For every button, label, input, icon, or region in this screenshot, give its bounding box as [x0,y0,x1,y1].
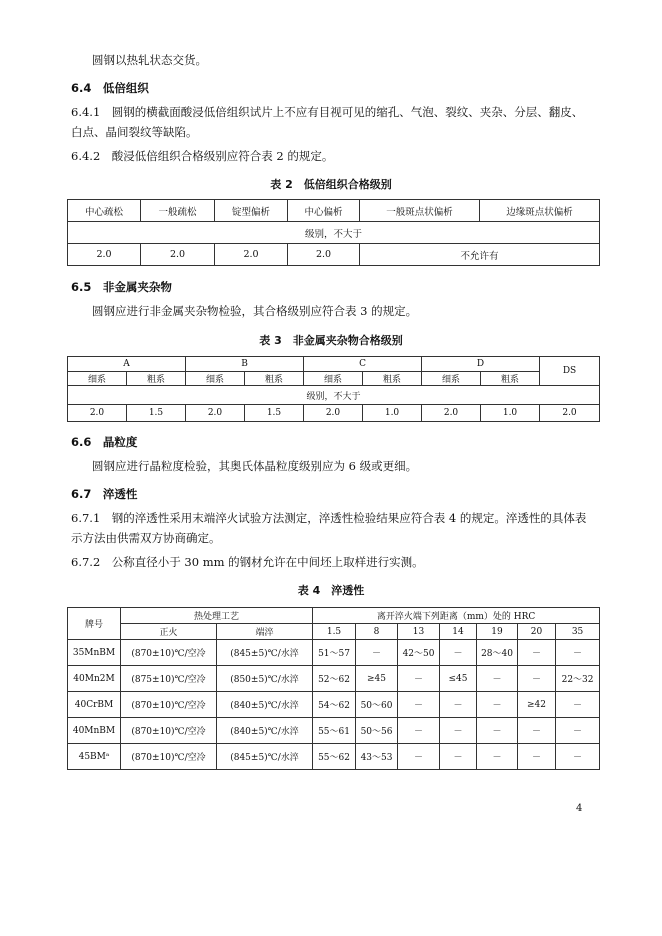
table4-hrc: ≥42 [518,692,556,718]
table4-distance: 20 [518,624,556,640]
table4-normalize-header: 正火 [121,624,217,640]
table-row [68,666,600,692]
table3-value: 1.5 [245,405,304,422]
table4-hrc: － [556,640,600,666]
table4-hrc: ≥45 [356,666,398,692]
table2-header: 中心偏析 [288,200,360,222]
table4-hrc: － [477,744,518,770]
table4-distance: 14 [440,624,477,640]
table3-fine: 细系 [186,372,245,386]
table3-value: 1.0 [481,405,540,422]
table3-value: 2.0 [304,405,363,422]
table4-caption: 表 4 淬透性 [297,584,365,597]
table4-hrc: － [556,744,600,770]
table4-quench-header: 端淬 [217,624,313,640]
table3-coarse: 粗系 [363,372,422,386]
clause-6-7-2: 6.7.2 公称直径小于 30 mm 的钢材允许在中间坯上取样进行实测。 [71,555,424,569]
table4-quench: (845±5)℃/水淬 [217,640,313,666]
table3-group-d: D [422,357,540,372]
table4-grade: 35MnBM [68,640,121,666]
intro-paragraph: 圆钢以热轧状态交货。 [92,53,207,67]
table4-distance: 19 [477,624,518,640]
table4-grade: 40Mn2M [68,666,121,692]
table2-header: 一般斑点状偏析 [360,200,480,222]
table2-note: 级别，不大于 [68,222,600,244]
table-row [68,718,600,744]
table4-grade: 40CrBM [68,692,121,718]
table4-hrc: － [440,692,477,718]
table3-fine: 细系 [68,372,127,386]
table4-hrc: － [477,718,518,744]
table3-value: 2.0 [68,405,127,422]
table4-normalize: (870±10)℃/空冷 [121,692,217,718]
table4-distance: 35 [556,624,600,640]
table3-group-a: A [68,357,186,372]
table4-quench: (850±5)℃/水淬 [217,666,313,692]
table4-hrc: － [518,718,556,744]
table4-grade: 40MnBM [68,718,121,744]
table4-hrc: ≤45 [440,666,477,692]
table3-group-c: C [304,357,422,372]
table4-hrc: 55～61 [313,718,356,744]
table4-normalize: (870±10)℃/空冷 [121,640,217,666]
section-6-4-title: 6.4 低倍组织 [71,81,149,95]
table4-hrc: － [477,666,518,692]
table4-hrc: 22～32 [556,666,600,692]
table3-coarse: 粗系 [245,372,304,386]
table2-header: 中心疏松 [68,200,141,222]
table4-hrc: － [518,640,556,666]
table4-hrc: － [556,692,600,718]
table4-distance-header: 离开淬火端下列距离（mm）处的 HRC [313,608,600,624]
table3-value: 2.0 [540,405,600,422]
section-6-5-body: 圆钢应进行非金属夹杂物检验，其合格级别应符合表 3 的规定。 [92,304,418,318]
table4-grade-header: 牌号 [68,608,121,640]
table4-grade: 45BMᵃ [68,744,121,770]
table4-hrc: 51～57 [313,640,356,666]
table4-normalize: (870±10)℃/空冷 [121,718,217,744]
table2 [67,199,600,266]
table3-group-ds: DS [540,357,600,386]
table-row [68,744,600,770]
table3-coarse: 粗系 [481,372,540,386]
table4-normalize: (875±10)℃/空冷 [121,666,217,692]
table4-distance: 8 [356,624,398,640]
table4-hrc: － [477,692,518,718]
section-6-6-body: 圆钢应进行晶粒度检验，其奥氏体晶粒度级别应为 6 级或更细。 [92,459,418,473]
clause-6-4-2: 6.4.2 酸浸低倍组织合格级别应符合表 2 的规定。 [71,149,334,163]
table4-hrc: 43～53 [356,744,398,770]
table2-not-allowed: 不允许有 [360,244,600,266]
table4-hrc: － [356,640,398,666]
section-6-6-title: 6.6 晶粒度 [71,435,138,449]
table4-hrc: 52～62 [313,666,356,692]
section-6-5-title: 6.5 非金属夹杂物 [71,280,172,294]
table2-value: 2.0 [215,244,288,266]
table4-quench: (840±5)℃/水淬 [217,692,313,718]
table3-fine: 细系 [422,372,481,386]
table3-note: 级别，不大于 [68,386,600,405]
table-row [68,692,600,718]
table4-normalize: (870±10)℃/空冷 [121,744,217,770]
table2-caption: 表 2 低倍组织合格级别 [270,178,392,191]
clause-6-7-1-line2: 示方法由供需双方协商确定。 [71,531,221,545]
table3-value: 1.0 [363,405,422,422]
clause-6-4-1-line1: 6.4.1 圆钢的横截面酸浸低倍组织试片上不应有目视可见的缩孔、气泡、裂纹、夹杂、分层、翻皮、 [71,105,584,119]
table4-hrc: 55～62 [313,744,356,770]
table4-hrc: － [440,744,477,770]
table3 [67,356,600,422]
clause-6-4-1-line2: 白点、晶间裂纹等缺陷。 [71,125,198,139]
table4-heat-header: 热处理工艺 [121,608,313,624]
table4-hrc: 50～60 [356,692,398,718]
table4-hrc: － [398,666,440,692]
table4-hrc: － [518,744,556,770]
table3-coarse: 粗系 [127,372,186,386]
table3-value: 1.5 [127,405,186,422]
table4-distance: 1.5 [313,624,356,640]
table4-hrc: － [556,718,600,744]
table2-value: 2.0 [141,244,215,266]
table4-distance: 13 [398,624,440,640]
table4-hrc: － [398,692,440,718]
section-6-7-title: 6.7 淬透性 [71,487,138,501]
table2-header: 一般疏松 [141,200,215,222]
table4-quench: (845±5)℃/水淬 [217,744,313,770]
table2-header: 锭型偏析 [215,200,288,222]
table3-value: 2.0 [422,405,481,422]
table4-hrc: － [398,744,440,770]
table3-value: 2.0 [186,405,245,422]
table3-fine: 细系 [304,372,363,386]
table4 [67,607,600,770]
table4-hrc: － [398,718,440,744]
table2-header: 边缘斑点状偏析 [480,200,600,222]
page-number: 4 [576,803,583,814]
clause-6-7-1-line1: 6.7.1 钢的淬透性采用末端淬火试验方法测定，淬透性检验结果应符合表 4 的规定。淬透性的具体表 [71,511,587,525]
table-row [68,640,600,666]
table4-hrc: － [440,718,477,744]
table2-value: 2.0 [288,244,360,266]
table2-value: 2.0 [68,244,141,266]
table3-caption: 表 3 非金属夹杂物合格级别 [259,334,403,347]
table4-hrc: － [440,640,477,666]
table4-hrc: 42～50 [398,640,440,666]
table4-hrc: 50～56 [356,718,398,744]
table3-group-b: B [186,357,304,372]
table4-hrc: － [518,666,556,692]
table4-hrc: 28～40 [477,640,518,666]
table4-hrc: 54～62 [313,692,356,718]
table4-quench: (840±5)℃/水淬 [217,718,313,744]
